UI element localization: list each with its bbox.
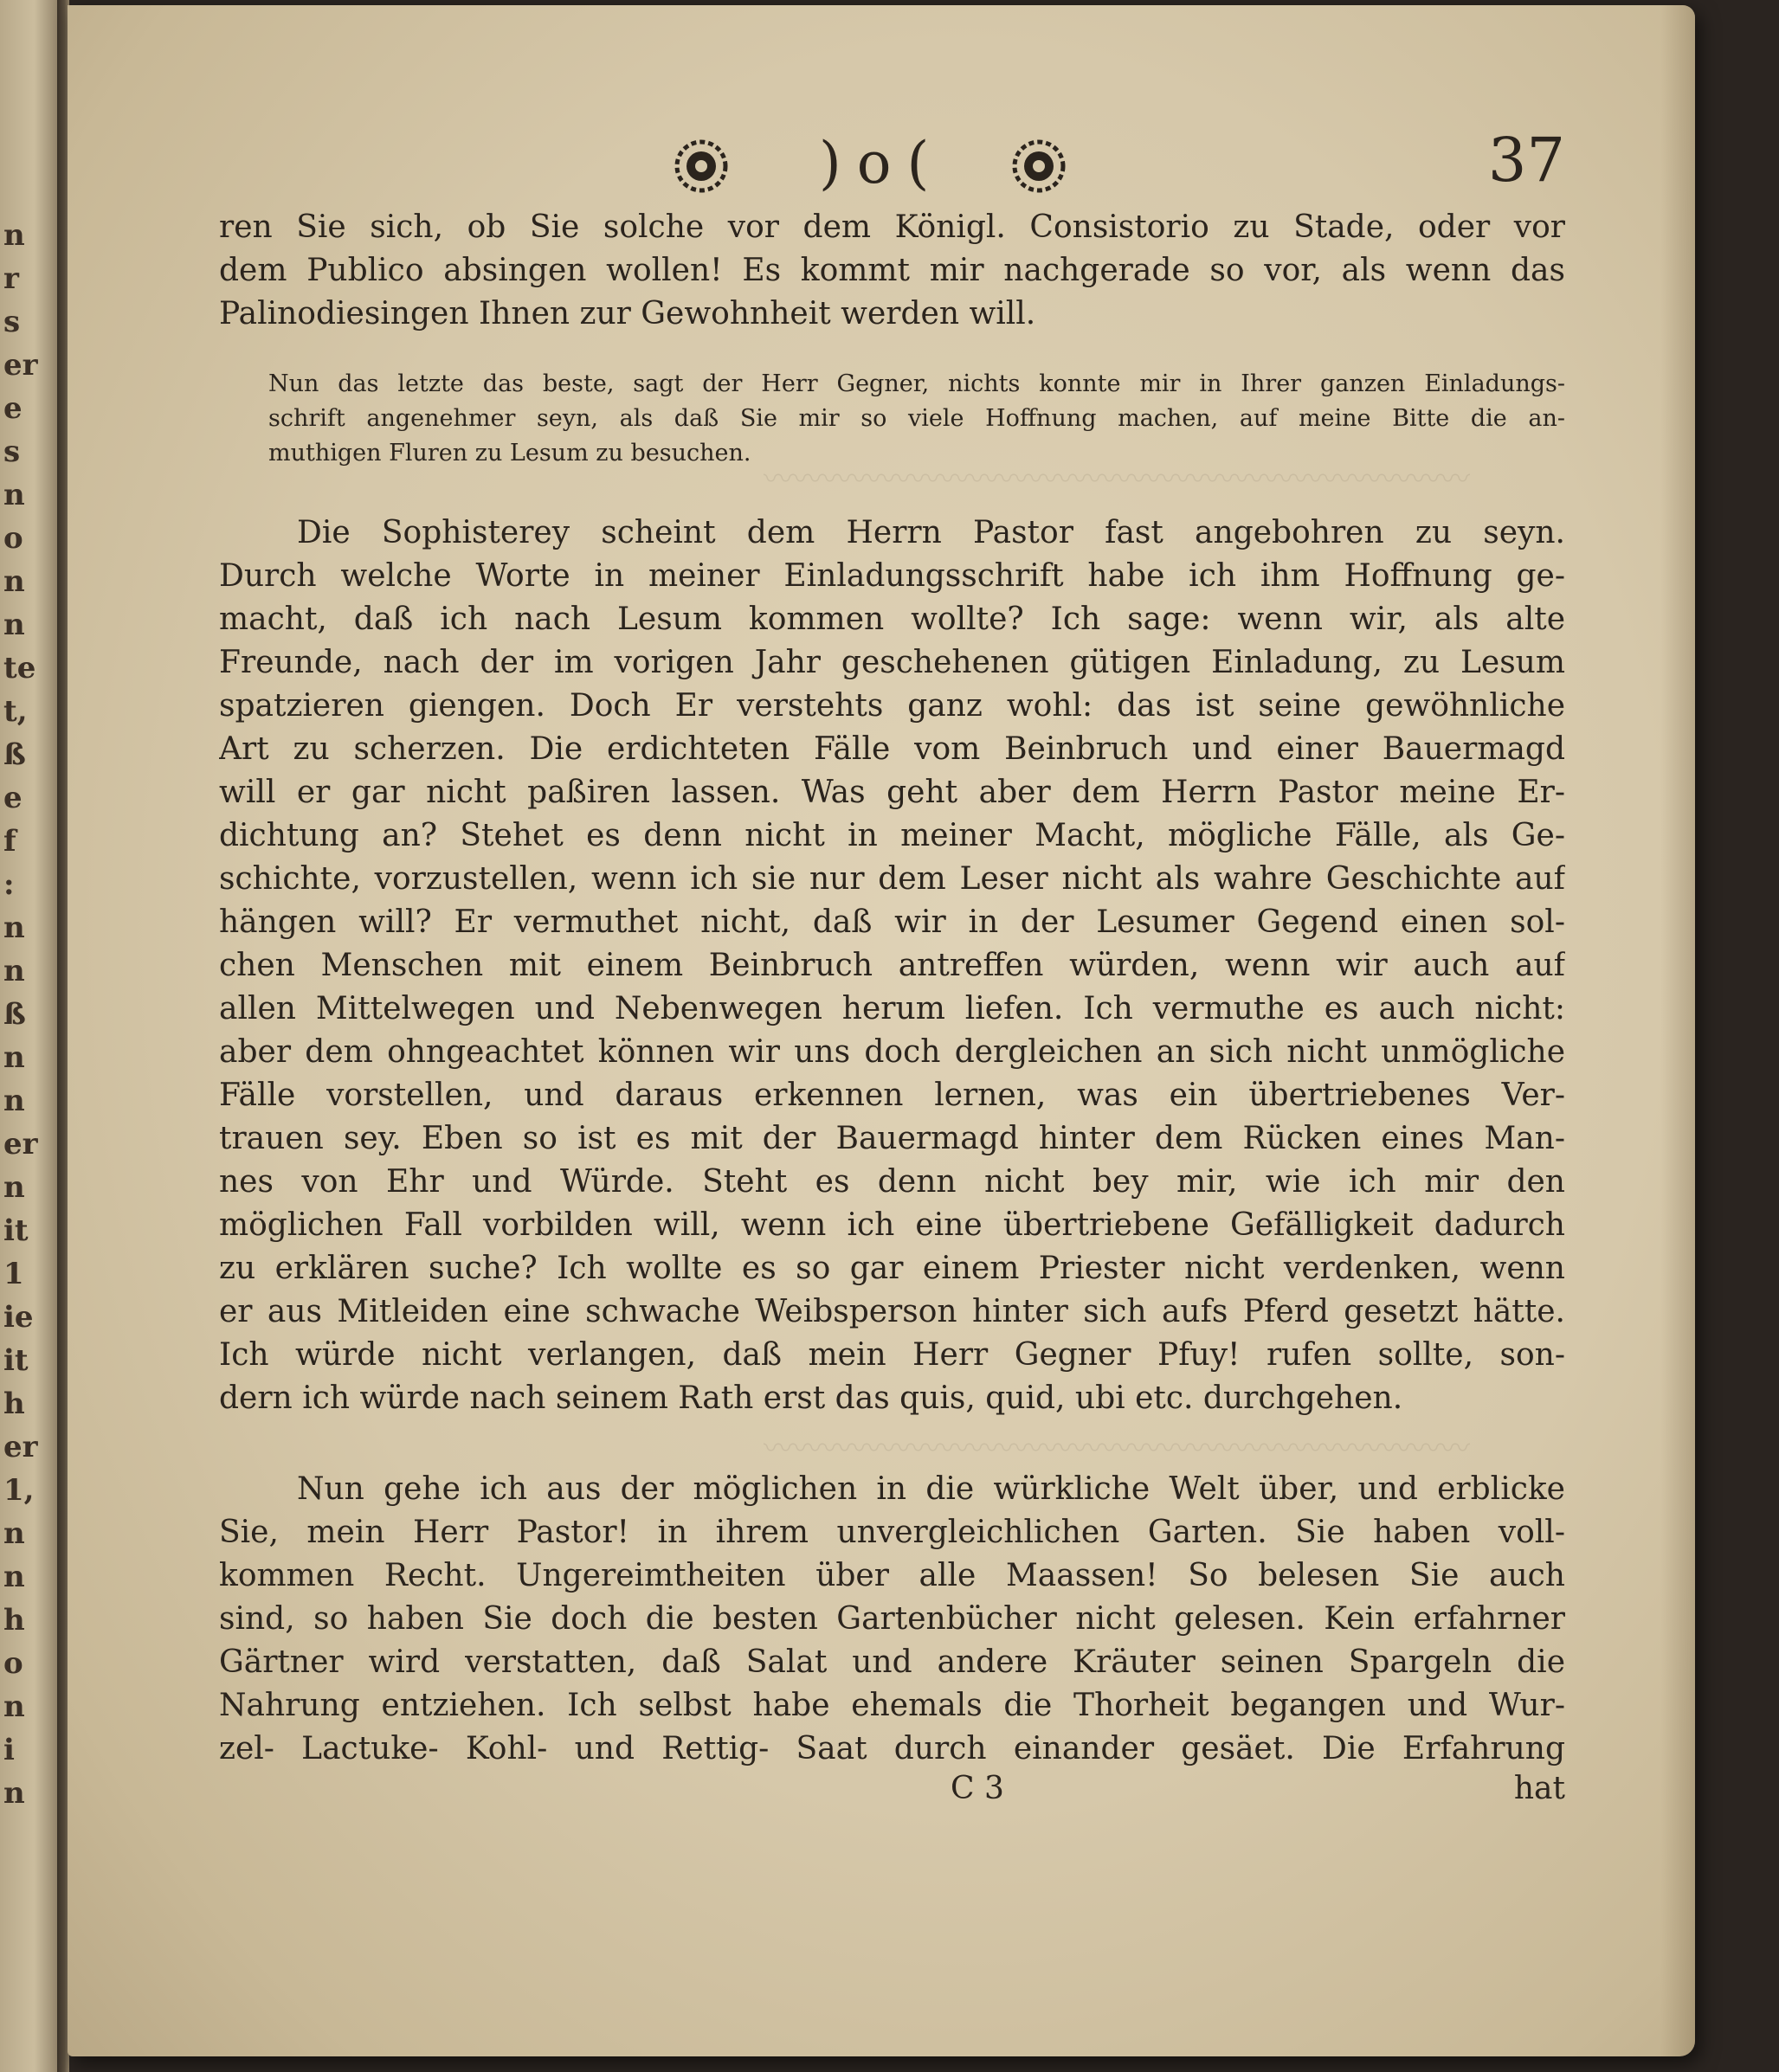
text-line: dichtung an? Stehet es denn nicht in meiner Macht, mögliche Fälle, als Ge-: [219, 818, 1565, 853]
prev-page-fragment: er: [3, 1127, 38, 1161]
text-line: aber dem ohngeachtet können wir uns doch dergleichen an sich nicht unmögliche: [219, 1034, 1565, 1070]
prev-page-fragment: s: [3, 305, 21, 339]
text-line: Fälle vorstellen, und daraus erkennen lernen, was ein übertriebenes Ver-: [219, 1078, 1565, 1113]
prev-page-fragment: o: [3, 1646, 23, 1681]
text-line: Nahrung entziehen. Ich selbst habe ehemals die Thorheit begangen und Wur-: [219, 1688, 1565, 1723]
prev-page-fragment: n: [3, 218, 25, 253]
text-line: Durch welche Worte in meiner Einladungsschrift habe ich ihm Hoffnung ge-: [219, 558, 1565, 594]
prev-page-fragment: ß: [3, 737, 26, 772]
prev-page-fragment: n: [3, 1516, 25, 1551]
text-line: schichte, vorzustellen, wenn ich sie nur dem Leser nicht als wahre Geschichte auf: [219, 861, 1565, 897]
prev-page-fragment: n: [3, 1040, 25, 1075]
prev-page-fragment: h: [3, 1387, 25, 1421]
text-line: Nun das letzte das beste, sagt der Herr Gegner, nichts konnte mir in Ihrer ganzen Einladungs-: [268, 370, 1565, 397]
prev-page-fragment: ie: [3, 1300, 34, 1335]
text-line: Gärtner wird verstatten, daß Salat und andere Kräuter seinen Spargeln die: [219, 1644, 1565, 1680]
text-line: allen Mittelwegen und Nebenwegen herum liefen. Ich vermuthe es auch nicht:: [219, 991, 1565, 1026]
prev-page-fragment: ß: [3, 997, 26, 1032]
prev-page-fragment: n: [3, 954, 25, 988]
header-ornament: )o(: [819, 130, 945, 196]
book-page: [68, 5, 1695, 2056]
prev-page-fragment: er: [3, 1430, 38, 1464]
text-line: ren Sie sich, ob Sie solche vor dem Königl. Consistorio zu Stade, oder vor: [219, 209, 1565, 245]
bleed-through: 〰〰〰〰〰〰〰〰〰〰〰〰〰〰〰〰〰〰〰〰〰〰〰〰: [764, 1432, 1470, 1466]
prev-page-fragment: o: [3, 521, 23, 556]
prev-page-fragment: n: [3, 608, 25, 642]
text-line: hängen will? Er vermuthet nicht, daß wir in der Lesumer Gegend einen sol-: [219, 904, 1565, 940]
page-footer: [219, 1771, 1565, 1823]
prev-page-fragment: n: [3, 1170, 25, 1205]
prev-page-fragment: n: [3, 911, 25, 945]
prev-page-fragment: n: [3, 1560, 25, 1594]
text-line: Sie, mein Herr Pastor! in ihrem unvergleichlichen Garten. Sie haben voll-: [219, 1515, 1565, 1550]
text-line: Freunde, nach der im vorigen Jahr geschehenen gütigen Einladung, zu Lesum: [219, 645, 1565, 680]
prev-page-fragment: r: [3, 261, 19, 296]
text-line: will er gar nicht paßiren lassen. Was geht aber dem Herrn Pastor meine Er-: [219, 775, 1565, 810]
paragraph: [219, 1468, 1565, 1771]
text-line: zu erklären suche? Ich wollte es so gar einem Priester nicht verdenken, wenn: [219, 1251, 1565, 1286]
text-line: zel- Lactuke- Kohl- und Rettig- Saat durch einander gesäet. Die Erfahrung: [219, 1731, 1565, 1766]
prev-page-fragment: n: [3, 564, 25, 599]
text-line: schrift angenehmer seyn, als daß Sie mir so viele Hoffnung machen, auf meine Bitte die an-: [268, 405, 1565, 432]
text-line: nes von Ehr und Würde. Steht es denn nicht bey mir, wie ich mir den: [219, 1164, 1565, 1200]
prev-page-fragment: 1: [3, 1257, 24, 1291]
prev-page-fragment: n: [3, 1776, 25, 1811]
rosette-ornament-icon: [1011, 138, 1067, 194]
printer-signature: C 3: [951, 1771, 1004, 1806]
running-header: [68, 125, 1695, 204]
prev-page-fragment: :: [3, 867, 15, 902]
paragraph: [219, 206, 1565, 336]
text-line: Ich würde nicht verlangen, daß mein Herr Gegner Pfuy! rufen sollte, son-: [219, 1337, 1565, 1373]
text-line: spatzieren giengen. Doch Er verstehts ganz wohl: das ist seine gewöhnliche: [219, 688, 1565, 724]
prev-page-fragment: f: [3, 824, 16, 859]
prev-page-fragment: e: [3, 391, 23, 426]
text-line: dem Publico absingen wollen! Es kommt mir nachgerade so vor, als wenn das: [219, 253, 1565, 288]
text-line: dern ich würde nach seinem Rath erst das quis, quid, ubi etc. durchgehen.: [219, 1380, 1403, 1416]
prev-page-fragment: te: [3, 651, 36, 685]
prev-page-fragment: i: [3, 1733, 15, 1767]
text-line: Palinodiesingen Ihnen zur Gewohnheit werden will.: [219, 296, 1036, 331]
text-line: möglichen Fall vorbilden will, wenn ich eine übertriebene Gefälligkeit dadurch: [219, 1207, 1565, 1243]
text-line: sind, so haben Sie doch die besten Gartenbücher nicht gelesen. Kein erfahrner: [219, 1601, 1565, 1637]
text-line: muthigen Fluren zu Lesum zu besuchen.: [268, 440, 751, 467]
prev-page-fragment: n: [3, 1689, 25, 1724]
bleed-through: 〰〰〰〰〰〰〰〰〰〰〰〰〰〰〰〰〰〰〰〰〰〰〰〰: [764, 462, 1470, 497]
text-line: kommen Recht. Ungereimtheiten über alle Maassen! So belesen Sie auch: [219, 1558, 1565, 1593]
prev-page-fragment: s: [3, 434, 21, 469]
prev-page-fragment: 1,: [3, 1473, 35, 1508]
prev-page-fragment: h: [3, 1603, 25, 1638]
prev-page-fragment: e: [3, 781, 23, 815]
prev-page-fragment: it: [3, 1343, 29, 1378]
rosette-ornament-icon: [674, 138, 729, 194]
text-line: er aus Mitleiden eine schwache Weibsperson hinter sich aufs Pferd gesetzt hätte.: [219, 1294, 1565, 1329]
page-edge-shadow: [1660, 5, 1695, 2056]
text-line: Art zu scherzen. Die erdichteten Fälle vom Beinbruch und einer Bauermagd: [219, 731, 1565, 767]
prev-page-fragment: n: [3, 478, 25, 512]
text-line: macht, daß ich nach Lesum kommen wollte? Ich sage: wenn wir, als alte: [219, 602, 1565, 637]
text-line: trauen sey. Eben so ist es mit der Bauermagd hinter dem Rücken eines Man-: [219, 1121, 1565, 1156]
page-number: 37: [1487, 125, 1565, 196]
previous-page-edge: [0, 0, 62, 2072]
text-line: Die Sophisterey scheint dem Herrn Pastor fast angebohren zu seyn.: [297, 515, 1565, 550]
prev-page-fragment: er: [3, 348, 38, 383]
paragraph: [219, 512, 1565, 1420]
prev-page-fragment: it: [3, 1213, 29, 1248]
catchword: hat: [1513, 1771, 1565, 1806]
text-line: chen Menschen mit einem Beinbruch antreffen würden, wenn wir auch auf: [219, 948, 1565, 983]
prev-page-fragment: n: [3, 1084, 25, 1118]
quotation: [268, 367, 1565, 471]
prev-page-fragment: t,: [3, 694, 28, 729]
text-line: Nun gehe ich aus der möglichen in die würkliche Welt über, und erblicke: [297, 1471, 1565, 1507]
